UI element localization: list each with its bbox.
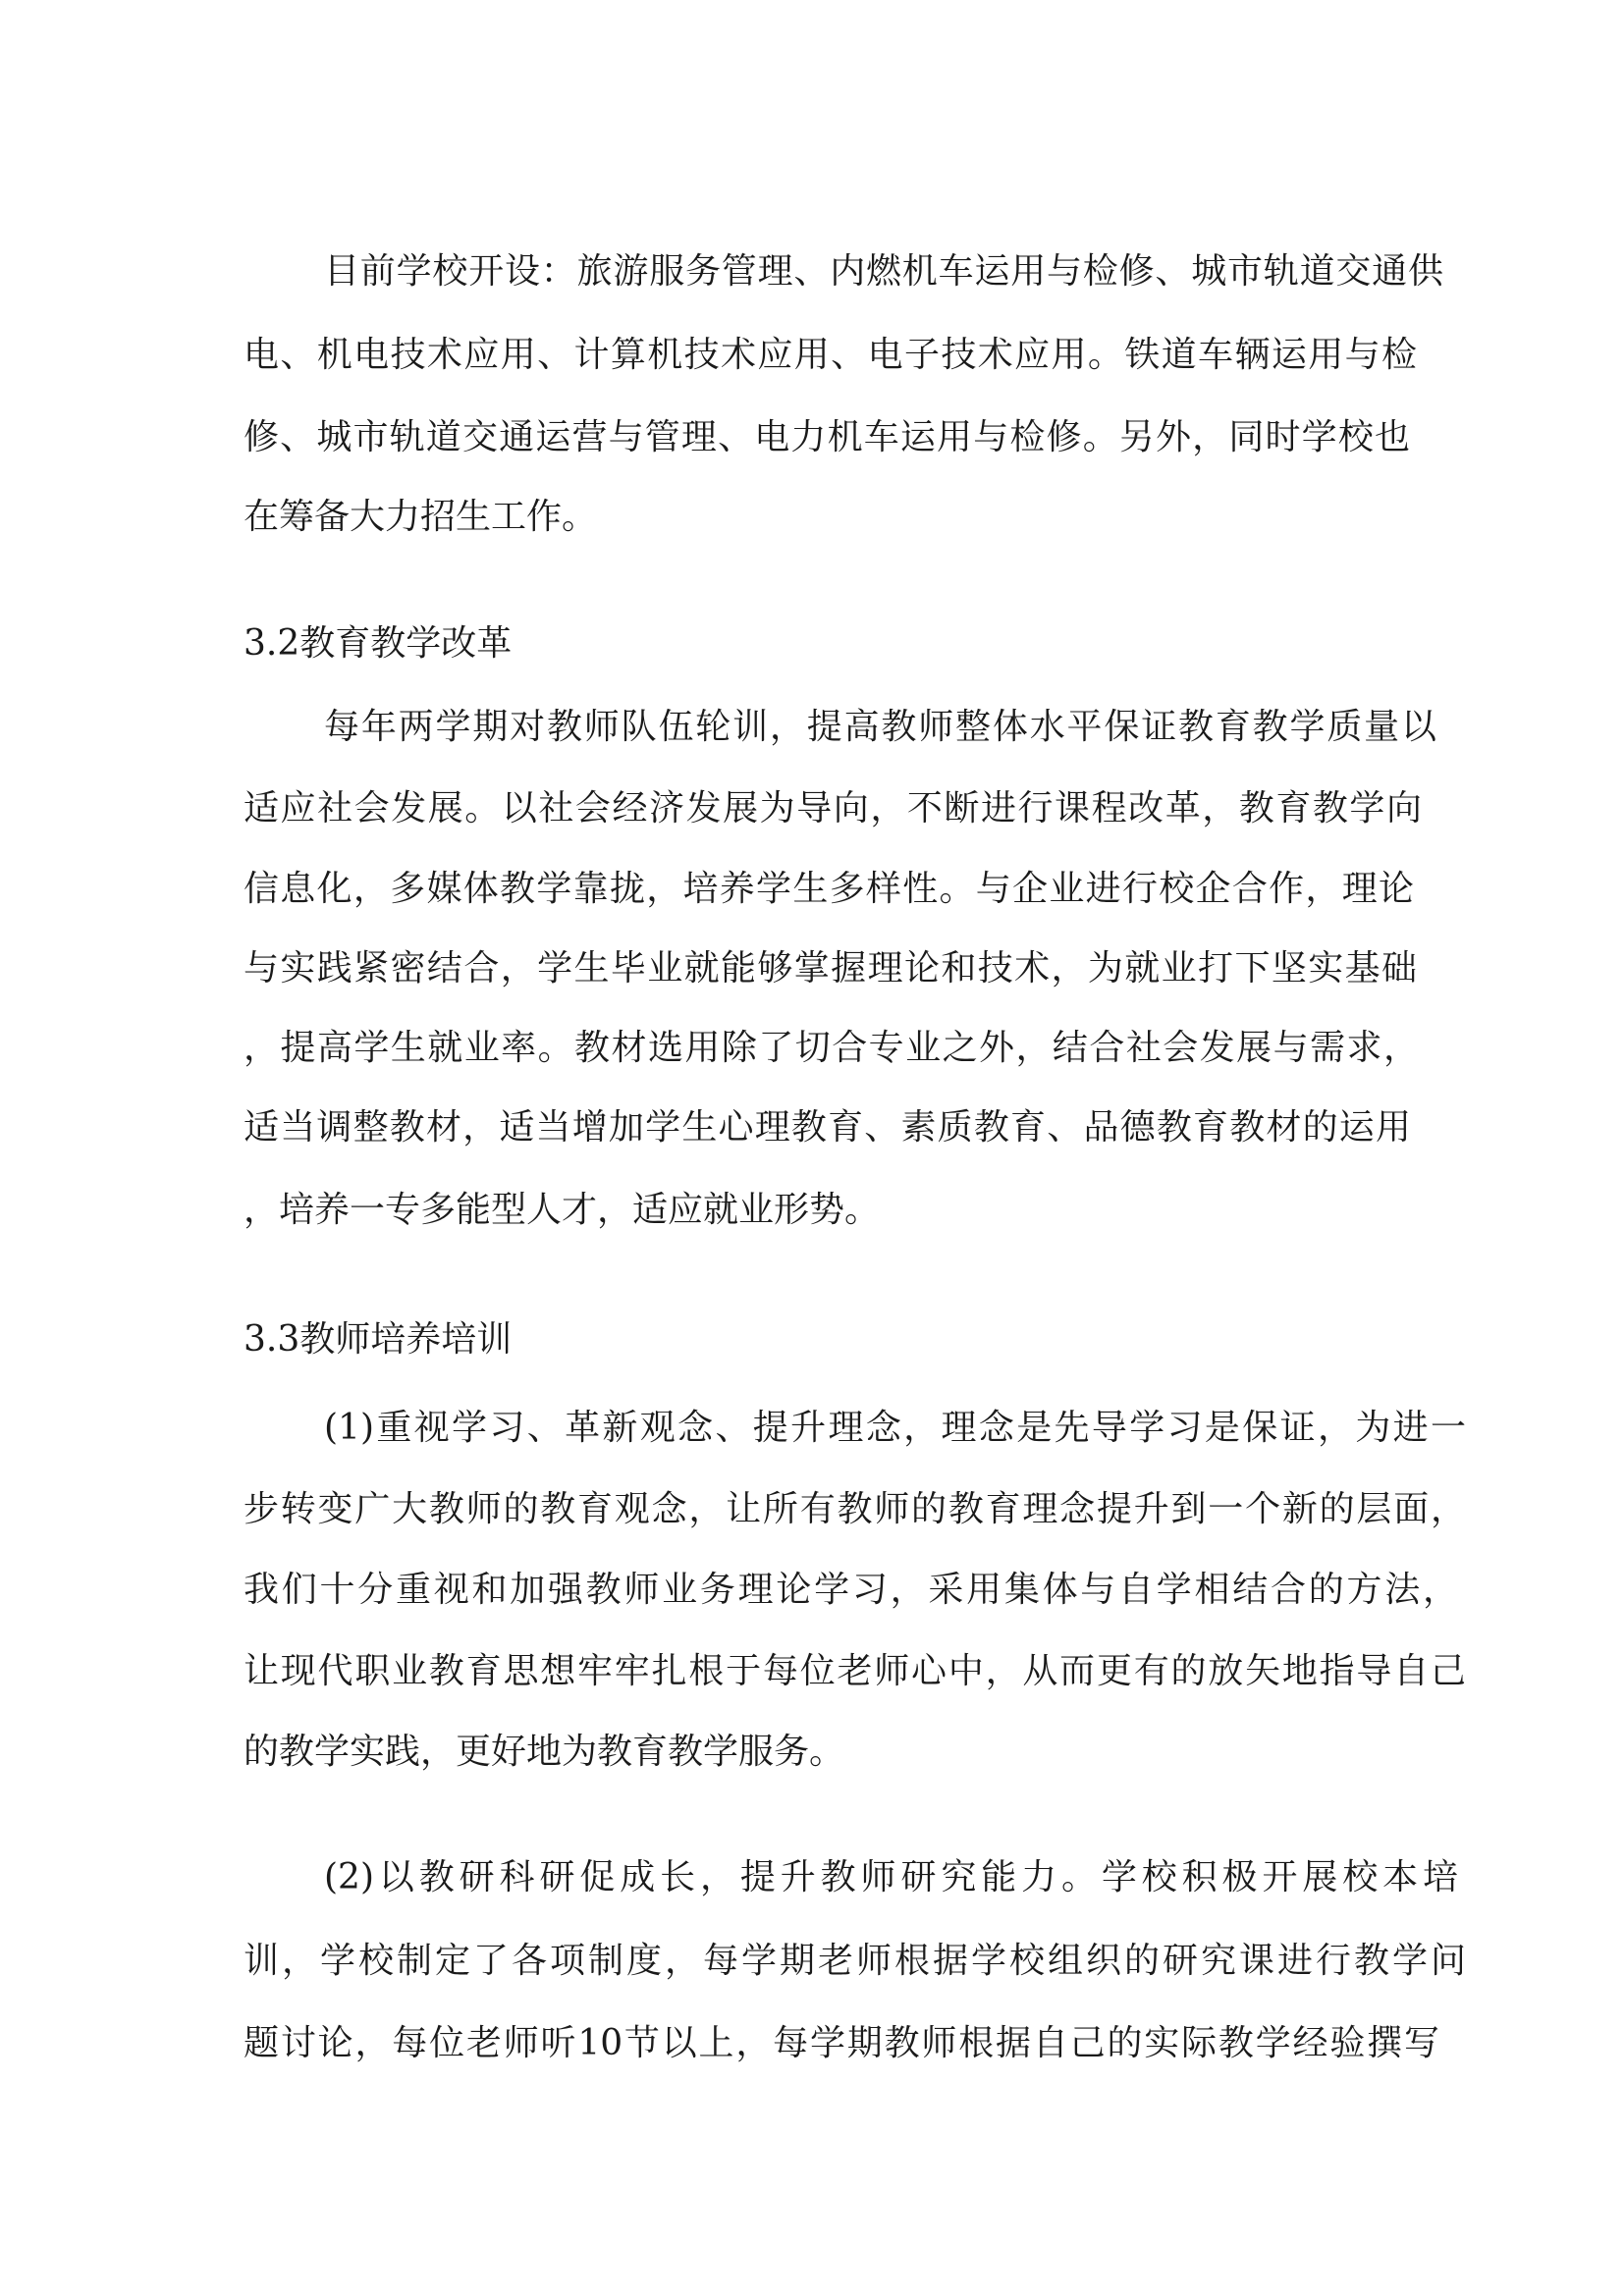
intro-line-1: 目前学校开设：旅游服务管理、内燃机车运用与检修、城市轨道交通供 [324, 251, 1443, 292]
section-3-2-line-1: 每年两学期对教师队伍轮训，提高教师整体水平保证教育教学质量以 [324, 707, 1436, 747]
section-3-3-p2-line-1: (2)以教研科研促成长，提升教师研究能力。学校积极开展校本培 [324, 1857, 1458, 1897]
section-3-3-p1-line-4: 让现代职业教育思想牢牢扎根于每位老师心中，从而更有的放矢地指导自己 [244, 1651, 1466, 1691]
section-3-2-line-2: 适应社会发展。以社会经济发展为导向，不断进行课程改革，教育教学向 [244, 788, 1422, 828]
section-3-2-line-5: ，提高学生就业率。教材选用除了切合专业之外，结合社会发展与需求， [244, 1028, 1419, 1068]
section-heading-3-3: 3.3教师培养培训 [244, 1319, 513, 1360]
section-3-3-p1-line-1: (1)重视学习、革新观念、提升理念，理念是先导学习是保证，为进一 [324, 1408, 1466, 1448]
intro-line-4: 在筹备大力招生工作。 [244, 497, 598, 537]
intro-line-2: 电、机电技术应用、计算机技术应用、电子技术应用。铁道车辆运用与检 [244, 335, 1417, 375]
section-heading-3-2: 3.2教育教学改革 [244, 623, 513, 664]
intro-line-3: 修、城市轨道交通运营与管理、电力机车运用与检修。另外，同时学校也 [244, 417, 1410, 457]
section-3-3-p1-line-3: 我们十分重视和加强教师业务理论学习，采用集体与自学相结合的方法， [244, 1570, 1458, 1610]
section-3-2-line-3: 信息化，多媒体教学靠拢，培养学生多样性。与企业进行校企合作，理论 [244, 869, 1414, 909]
section-3-3-p2-line-3: 题讨论，每位老师听10节以上，每学期教师根据自己的实际教学经验撰写 [244, 2023, 1439, 2063]
section-3-3-p1-line-5: 的教学实践，更好地为教育教学服务。 [244, 1732, 845, 1772]
section-3-2-line-7: ，培养一专多能型人才，适应就业形势。 [244, 1190, 881, 1230]
section-3-3-p2-line-2: 训，学校制定了各项制度，每学期老师根据学校组织的研究课进行教学问 [244, 1941, 1466, 1981]
section-3-2-line-6: 适当调整教材，适当增加学生心理教育、素质教育、品德教育教材的运用 [244, 1107, 1411, 1148]
section-3-3-p1-line-2: 步转变广大教师的教育观念，让所有教师的教育理念提升到一个新的层面， [244, 1489, 1466, 1529]
section-3-2-line-4: 与实践紧密结合，学生毕业就能够掌握理论和技术，为就业打下坚实基础 [244, 948, 1417, 988]
